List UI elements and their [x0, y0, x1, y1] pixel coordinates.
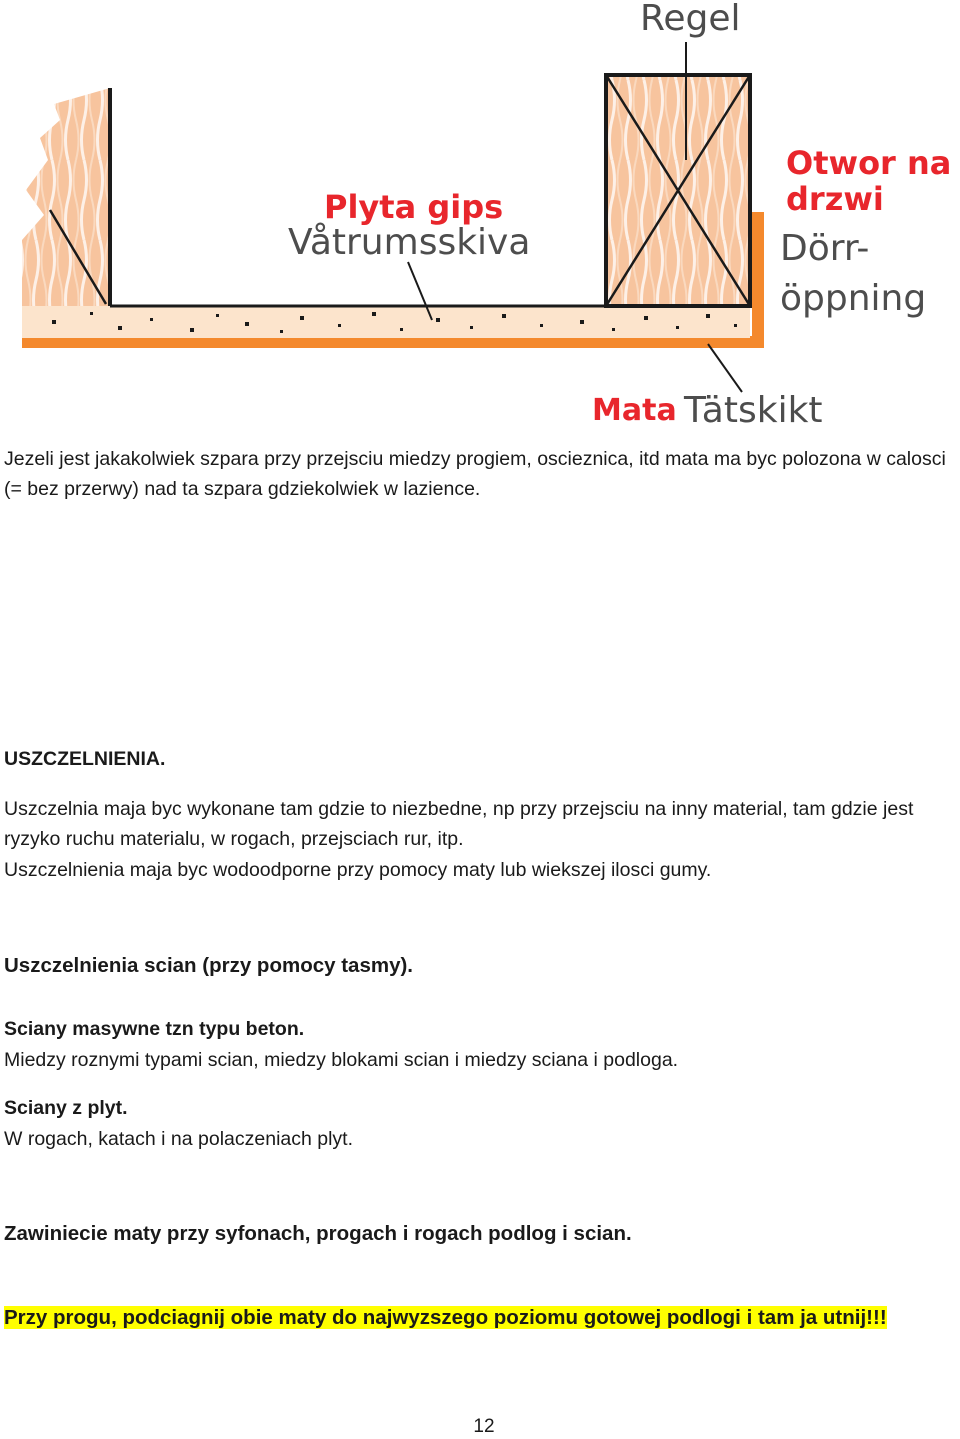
label-mata-se: Tätskikt	[684, 390, 823, 431]
label-plyta-se: Våtrumsskiva	[288, 222, 531, 263]
mata-leader	[708, 344, 742, 392]
massive-walls-heading: Sciany masywne tzn typu beton.	[4, 1018, 305, 1040]
sealing-text-2: Uszczelnienia maja byc wodoodporne przy pomocy maty lub wiekszej ilosci gumy.	[4, 859, 712, 881]
sealing-heading: USZCZELNIENIA.	[4, 748, 166, 770]
sealing-text-1: Uszczelnia maja byc wykonane tam gdzie to niezbedne, np przy przejsciu na inny material, tam gdzie jest ryzyko ruchu materialu, w rogach, przejsciach rur, itp.	[4, 798, 914, 850]
page-number: 12	[473, 1416, 495, 1437]
massive-walls-text: Miedzy roznymi typami scian, miedzy blokami scian i miedzy sciana i podloga.	[4, 1049, 679, 1071]
board-walls-heading: Sciany z plyt.	[4, 1097, 128, 1119]
label-plyta-pl: Plyta gips	[324, 188, 504, 226]
label-dorr-1: Dörr-	[780, 228, 870, 269]
label-mata-pl: Mata	[592, 393, 677, 428]
label-regel: Regel	[640, 0, 741, 39]
label-otwor-pl-1: Otwor na	[786, 144, 952, 182]
label-otwor-pl-2: drzwi	[786, 180, 884, 218]
walls-heading: Uszczelnienia scian (przy pomocy tasmy).	[4, 954, 413, 977]
gypsum-board	[22, 306, 750, 338]
intro-paragraph: Jezeli jest jakakolwiek szpara przy przejsciu miedzy progiem, oscieznica, itd mata ma byc polozona w calosci (= bez przerwy) nad ta szpara gdziekolwiek w lazience.	[4, 448, 946, 500]
wrap-heading: Zawiniecie maty przy syfonach, progach i rogach podlog i scian.	[4, 1222, 632, 1245]
label-dorr-2: öppning	[780, 278, 927, 319]
left-wall-stud	[22, 88, 110, 306]
board-walls-text: W rogach, katach i na polaczeniach plyt.	[4, 1128, 354, 1150]
threshold-note	[4, 1303, 887, 1333]
threshold-highlight: Przy progu, podciagnij obie maty do najwyzszego poziomu gotowej podlogi i tam ja utnij!!!	[4, 1306, 887, 1329]
construction-diagram	[0, 0, 960, 440]
